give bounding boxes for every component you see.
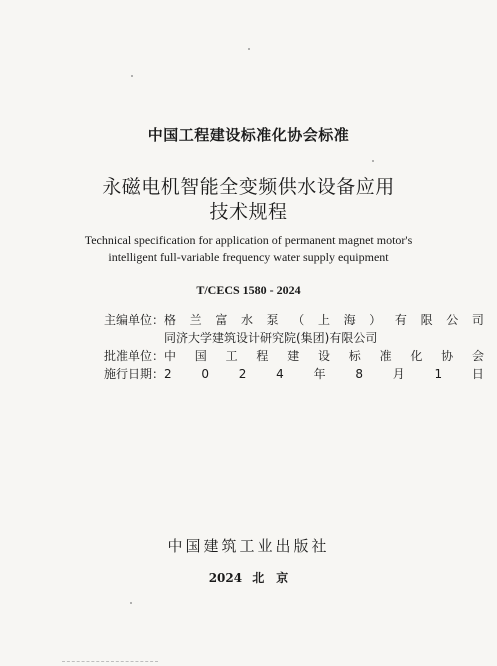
publication-year: 2024 xyxy=(208,571,243,585)
editor-org-1-char: 公 xyxy=(446,313,459,327)
publisher-name: 中国建筑工业出版社 xyxy=(167,537,330,555)
editor-org-1-char: 海 xyxy=(343,313,356,327)
approver-label: 批准单位： xyxy=(104,349,165,363)
editor-org-1-char: 格 xyxy=(164,313,177,327)
effective-date-char: 2 xyxy=(164,367,172,381)
approver-org-char: 中 xyxy=(164,349,177,363)
effective-date-char: 1 xyxy=(434,367,443,381)
effective-date-char: 月 xyxy=(392,367,405,381)
date-label: 施行日期： xyxy=(104,367,165,381)
approver-org-char: 准 xyxy=(379,349,392,363)
editor-org-1 xyxy=(164,311,484,329)
approver-org-char: 会 xyxy=(471,349,484,363)
approver-org-char: 标 xyxy=(348,349,361,363)
approver-org-char: 工 xyxy=(225,349,238,363)
effective-date-char: 8 xyxy=(355,367,363,381)
approver-org-char: 协 xyxy=(441,349,454,363)
effective-date-char: 年 xyxy=(313,367,326,381)
editor-org-1-char: 司 xyxy=(471,313,484,327)
editor-org-1-char: （ xyxy=(292,313,305,327)
title-cn-line1: 永磁电机智能全变频供水设备应用 xyxy=(102,176,395,198)
editor-org-1-char: 富 xyxy=(215,313,228,327)
effective-date xyxy=(164,365,484,383)
scan-speck xyxy=(372,160,374,162)
standard-number: T/CECS 1580 - 2024 xyxy=(196,283,301,297)
title-en-line2: intelligent full-variable frequency water supply equipment xyxy=(108,250,389,264)
approver-org xyxy=(164,347,484,365)
scan-speck xyxy=(130,602,132,604)
editor-org-2: 同济大学建筑设计研究院(集团)有限公司 xyxy=(164,331,378,345)
effective-date-char: 日 xyxy=(471,367,484,381)
approver-org-char: 程 xyxy=(256,349,269,363)
scan-speck xyxy=(131,75,133,77)
approver-org-char: 国 xyxy=(194,349,207,363)
approver-org-char: 设 xyxy=(317,349,330,363)
effective-date-char: 4 xyxy=(276,367,284,381)
bottom-rule xyxy=(62,661,158,662)
publication-city: 北 京 xyxy=(252,571,289,585)
approver-org-char: 建 xyxy=(287,349,300,363)
organization-header: 中国工程建设标准化协会标准 xyxy=(147,126,350,144)
approver-org-char: 化 xyxy=(410,349,423,363)
editor-org-1-char: 泵 xyxy=(266,313,279,327)
publication-place xyxy=(0,569,497,586)
editor-label: 主编单位： xyxy=(104,313,165,327)
editor-org-1-char: 限 xyxy=(420,313,433,327)
title-cn-line2: 技术规程 xyxy=(209,201,288,223)
editor-org-1-char: 有 xyxy=(394,313,407,327)
editor-org-1-char: 兰 xyxy=(189,313,202,327)
title-en-line1: Technical specification for application of permanent magnet motor's xyxy=(84,233,413,247)
effective-date-char: 0 xyxy=(201,367,210,381)
effective-date-char: 2 xyxy=(238,367,247,381)
editor-org-1-char: 上 xyxy=(317,313,330,327)
editor-org-1-char: 水 xyxy=(240,313,253,327)
scan-speck xyxy=(248,48,250,50)
editor-org-1-char: ） xyxy=(369,313,382,327)
